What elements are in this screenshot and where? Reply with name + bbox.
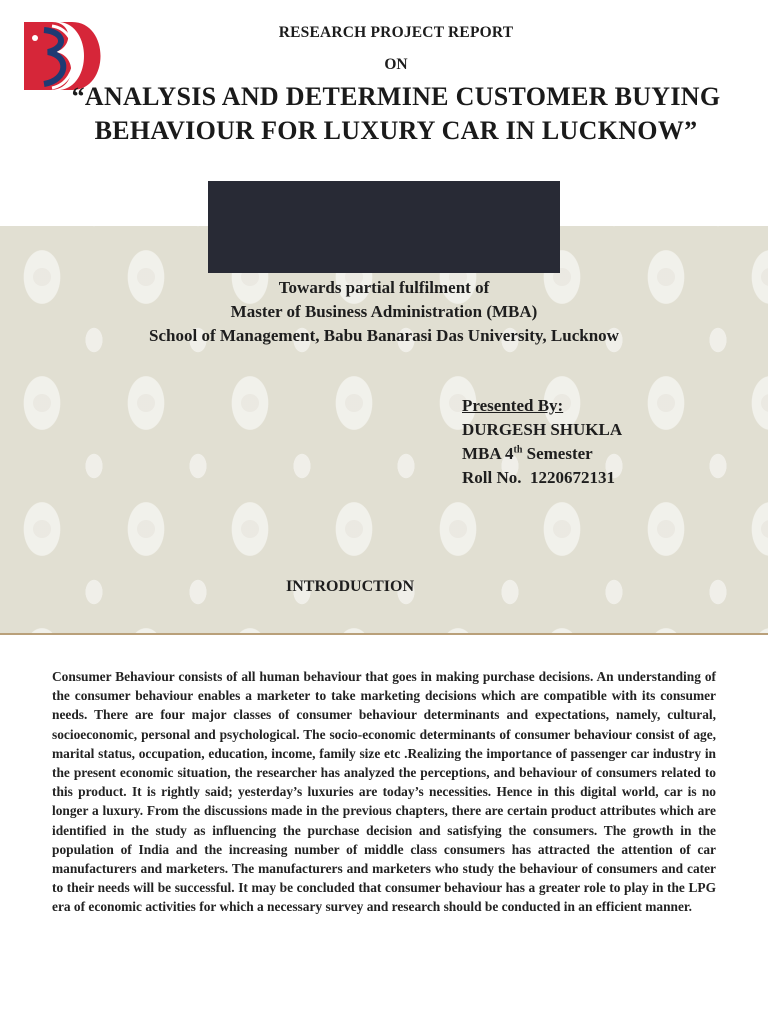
introduction-body: Consumer Behaviour consists of all human behaviour that goes in making purchase decisions. An understanding of the consumer behaviour enables a marketer to take marketing decisions which are compatible with its consumer needs. There are four major classes of consumer behaviour determinants and expectations, namely, cultural, socioeconomic, personal and psychological. The socio-economic determinants of consumer behaviour consist of age, marital status, occupation, education, income, family size etc .Realizing the importance of passenger car industry in the present economic situation, the researcher has analyzed the perceptions, and behaviour of consumers related to this product. It is rightly said; yesterday’s luxuries are today’s necessities. Hence in this digital world, car is no longer a luxury. From the discussions made in the previous chapters, there are certain product attributes which are identified in the study as influencing the purchase decision and satisfying the consumers. The growth in the population of India and the increasing number of middle class consumers has attracted the attention of car manufacturers and marketers. The manufacturers and marketers who study the behaviour of consumers and cater to their needs will be successful. It may be concluded that consumer behaviour has a greater role to play in the LPG era of economic activities for which a necessary survey and research should be conducted in an efficient manner. <box>52 669 716 915</box>
presenter-heading: Presented By: <box>462 396 564 415</box>
subtitle-line-1: Towards partial fulfilment of <box>278 278 490 297</box>
presenter-semester <box>462 442 622 466</box>
divider-line <box>0 633 768 635</box>
presenter-roll: Roll No. 1220672131 <box>462 468 615 487</box>
semester-suffix: Semester <box>522 444 593 463</box>
presenter-block <box>462 394 622 490</box>
report-title: “ANALYSIS AND DETERMINE CUSTOMER BUYING BEHAVIOUR FOR LUXURY CAR IN LUCKNOW” <box>71 82 721 145</box>
redaction-block <box>208 181 560 273</box>
subtitle-line-3: School of Management, Babu Banarasi Das University, Lucknow <box>149 326 619 345</box>
subtitle-line-2: Master of Business Administration (MBA) <box>230 302 538 321</box>
semester-sup: th <box>513 444 523 456</box>
presenter-name: DURGESH SHUKLA <box>462 420 623 439</box>
report-label: RESEARCH PROJECT REPORT <box>278 24 514 41</box>
on-label: ON <box>384 56 408 73</box>
subtitle-block <box>0 276 768 348</box>
semester-prefix: MBA 4 <box>462 444 514 463</box>
introduction-heading: INTRODUCTION <box>286 578 415 595</box>
